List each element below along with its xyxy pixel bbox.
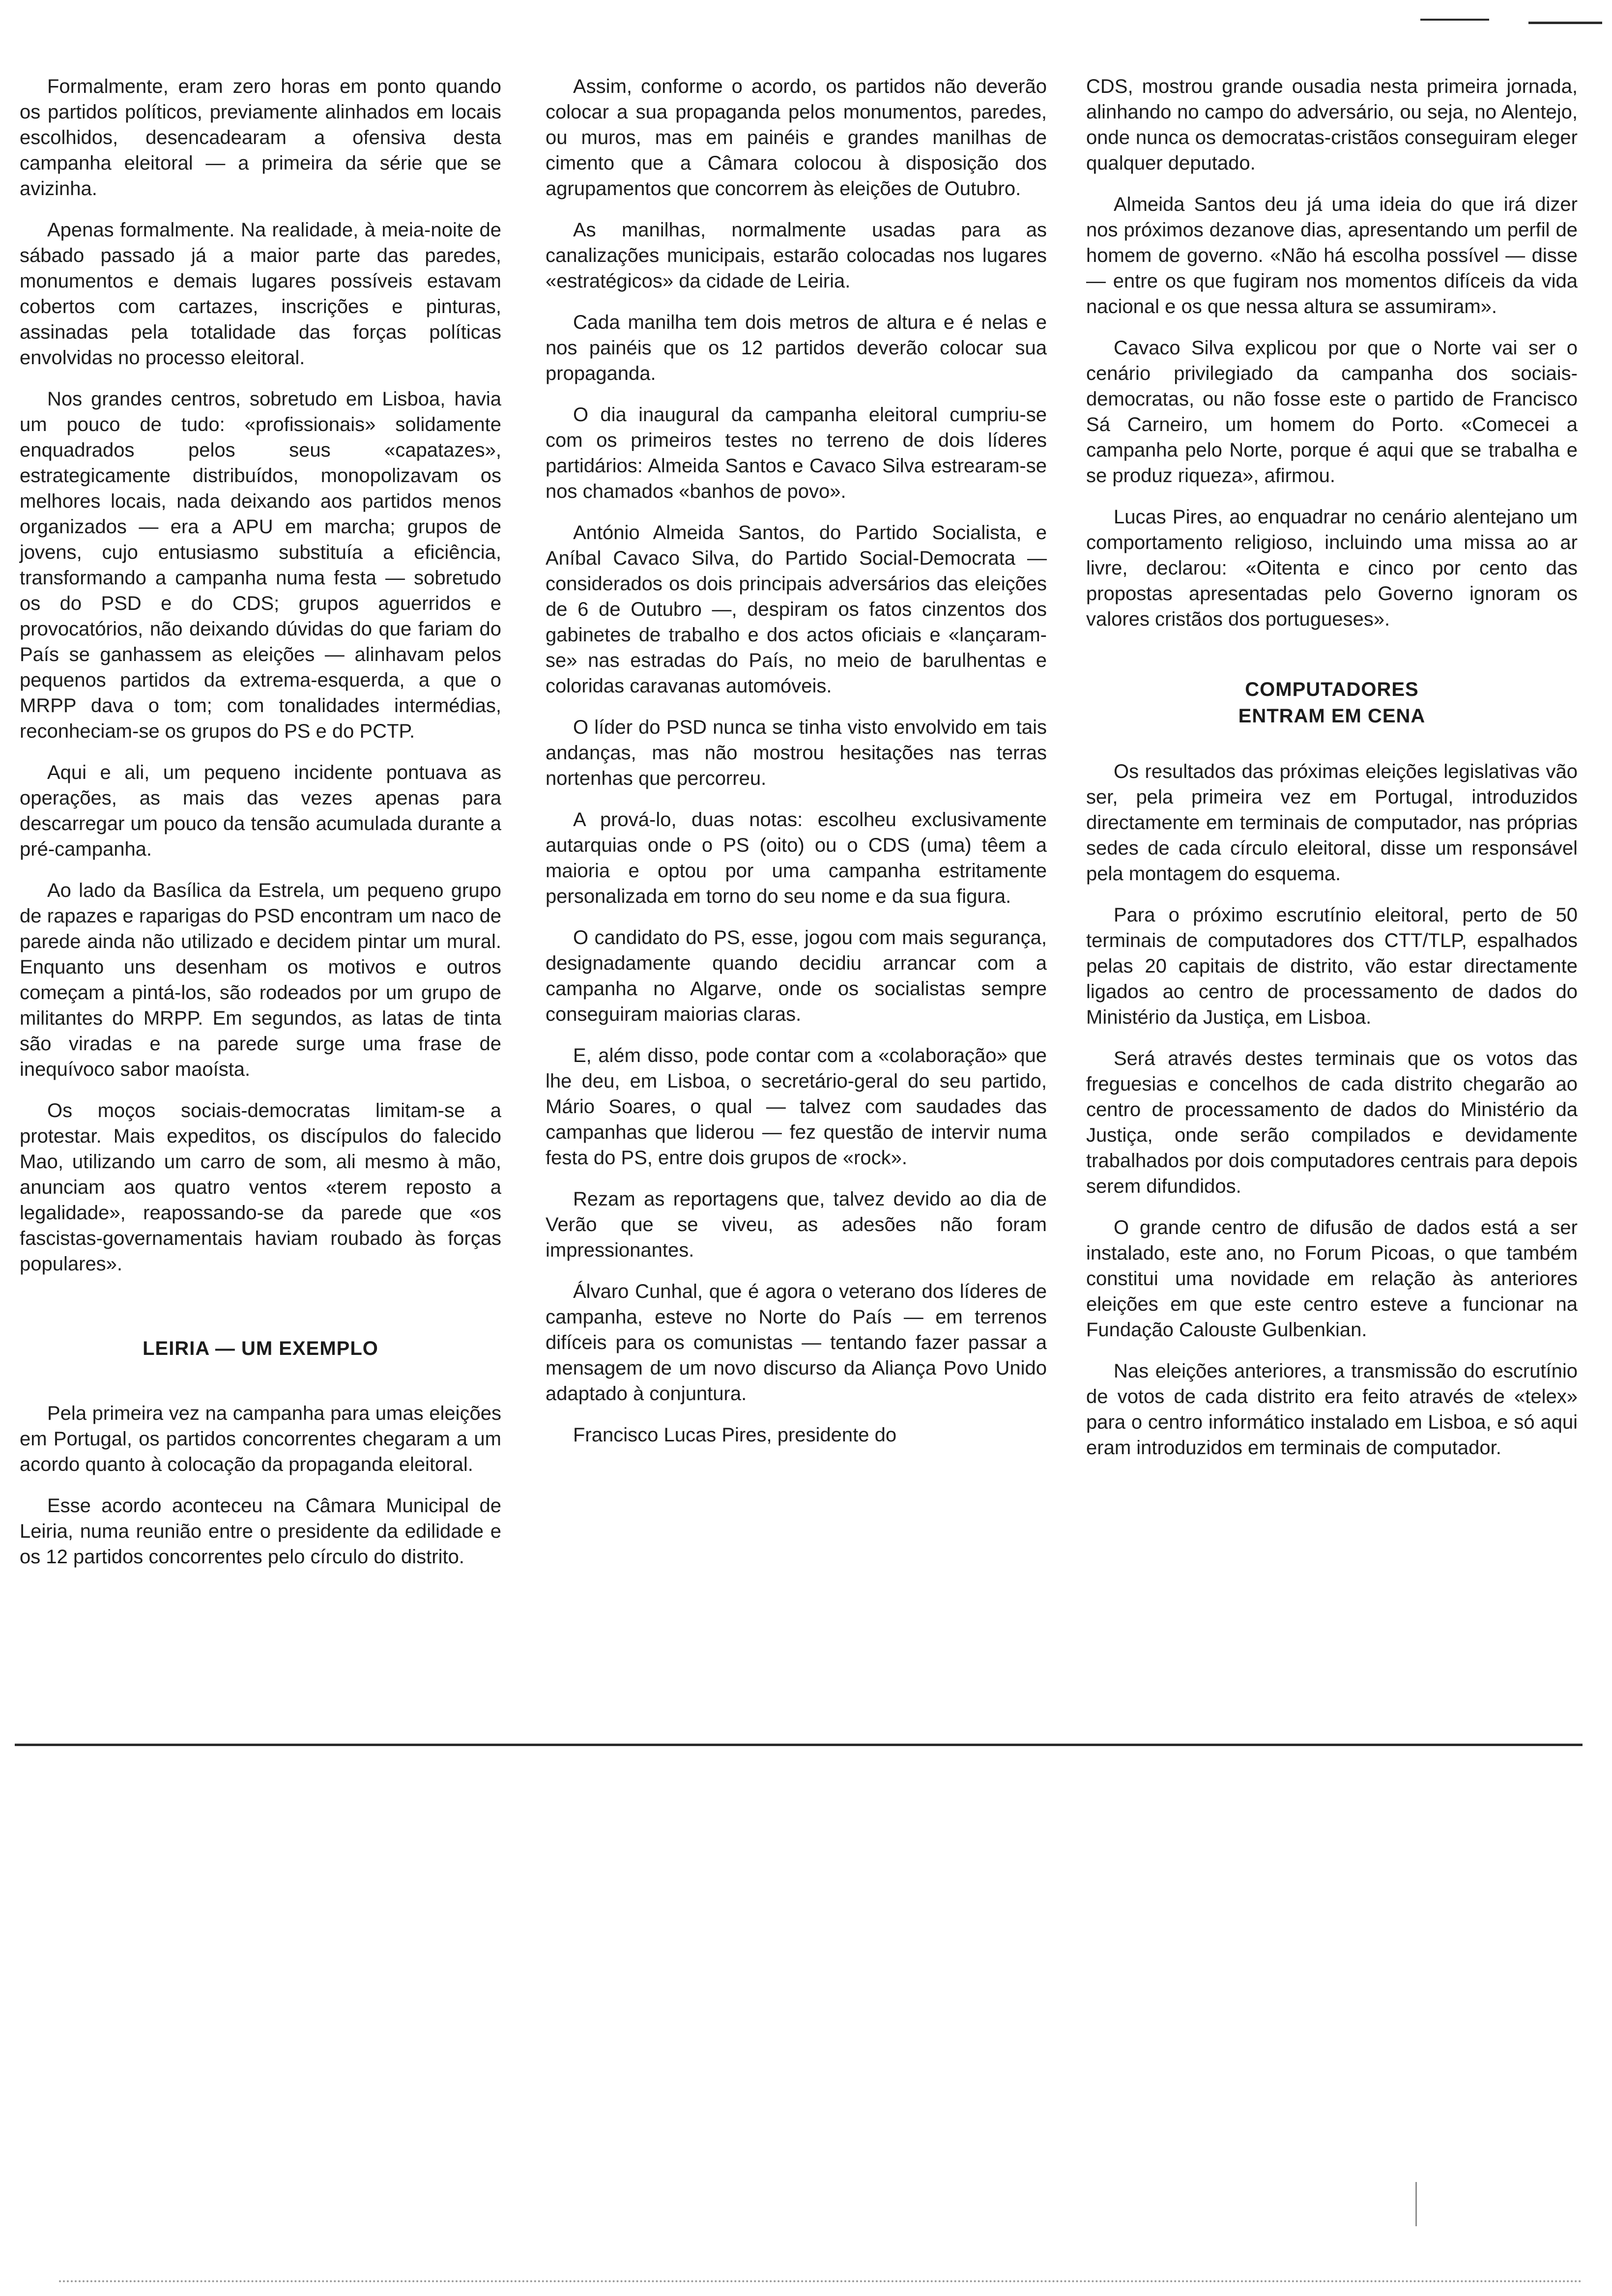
paragraph: As manilhas, normalmente usadas para as canalizações municipais, estarão colocadas nos lugares «estratégicos» da cidade de Leiria. xyxy=(546,219,1047,292)
paragraph: Almeida Santos deu já uma ideia do que irá dizer nos próximos dezanove dias, apresentando um perfil de homem de governo. «Não há escolha possível — disse — entre os que fugiram nos momentos difíceis da vida nacional e os que nessa altura se assumiram». xyxy=(1086,194,1578,317)
paragraph: A prová-lo, duas notas: escolheu exclusivamente autarquias onde o PS (oito) ou o CDS (uma) têem a maioria e optou por uma campanha estritamente personalizada em torno do seu nome e da sua figura. xyxy=(546,809,1047,907)
paragraph: Francisco Lucas Pires, presidente do xyxy=(573,1424,897,1446)
paragraph: Assim, conforme o acordo, os partidos não deverão colocar a sua propaganda pelos monumentos, paredes, ou muros, mas em painéis e grandes manilhas de cimento que a Câmara colocou à disposição dos agrupamentos que concorrem às eleições de Outubro. xyxy=(546,76,1047,200)
paragraph: Lucas Pires, ao enquadrar no cenário alentejano um comportamento religioso, incluindo uma missa ao ar livre, declarou: «Oitenta e cinco por cento das propostas apresentadas pelo Governo ignoram os valores cristãos dos portugueses». xyxy=(1086,506,1578,630)
paragraph: E, além disso, pode contar com a «colaboração» que lhe deu, em Lisboa, o secretário-geral do seu partido, Mário Soares, o qual — talvez com saudades das campanhas que liderou — fez questão de intervir numa festa do PS, entre dois grupos de «rock». xyxy=(546,1045,1047,1169)
paragraph: Esse acordo aconteceu na Câmara Municipal de Leiria, numa reunião entre o presidente da edilidade e os 12 partidos concorrentes pelo círculo do distrito. xyxy=(20,1495,501,1568)
paragraph: Formalmente, eram zero horas em ponto quando os partidos políticos, previamente alinhados em locais escolhidos, desencadearam a ofensiva desta campanha eleitoral — a primeira da série que se avizinha. xyxy=(20,76,501,200)
top-rule-left xyxy=(1420,19,1489,21)
paragraph: António Almeida Santos, do Partido Socialista, e Aníbal Cavaco Silva, do Partido Social-Democrata — considerados os dois principais adversários das eleições de 6 de Outubro —, despiram os fatos cinzentos dos gabinetes de trabalho e dos actos oficiais e «lançaram-se» nas estradas do País, no meio de barulhentas e coloridas caravanas automóveis. xyxy=(546,522,1047,697)
paragraph: Cada manilha tem dois metros de altura e é nelas e nos painéis que os 12 partidos deverão colocar sua propaganda. xyxy=(546,312,1047,384)
paragraph: O líder do PSD nunca se tinha visto envolvido em tais andanças, mas não mostrou hesitações nas terras nortenhas que percorreu. xyxy=(546,717,1047,789)
paragraph: Será através destes terminais que os votos das freguesias e concelhos de cada distrito chegarão ao centro de processamento de dados do Ministério da Justiça, onde serão compilados e devidamente trabalhados por dois computadores centrais para depois serem difundidos. xyxy=(1086,1048,1578,1197)
paragraph: Pela primeira vez na campanha para umas eleições em Portugal, os partidos concorrentes chegaram a um acordo quanto à colocação da propaganda eleitoral. xyxy=(20,1403,501,1475)
paragraph: Cavaco Silva explicou por que o Norte vai ser o cenário privilegiado da campanha dos sociais-democratas, ou não fosse este o partido de Francisco Sá Carneiro, um homem do Porto. «Comecei a campanha pelo Norte, porque é aqui que se trabalha e se produz riqueza», afirmou. xyxy=(1086,337,1578,487)
article-column-2 xyxy=(546,74,1047,1464)
paragraph: Aqui e ali, um pequeno incidente pontuava as operações, as mais das vezes apenas para descarregar um pouco da tensão acumulada durante a pré-campanha. xyxy=(20,762,501,860)
paragraph: Nos grandes centros, sobretudo em Lisboa, havia um pouco de tudo: «profissionais» solidamente enquadrados pelos seus «capatazes», estrategicamente distribuídos, monopolizavam os melhores locais, nada deixando aos partidos menos organizados — era a APU em marcha; grupos de jovens, cujo entusiasmo substituía a eficiência, transformando a campanha numa festa — sobretudo os do PSD e do CDS; grupos aguerridos e provocatórios, não deixando dúvidas do que fariam do País se ganhassem as eleições — alinhavam pelos pequenos partidos da extrema-esquerda, a que o MRPP dava o tom; com tonalidades intermédias, reconheciam-se os grupos do PS e do PCTP. xyxy=(20,388,501,742)
paragraph: Nas eleições anteriores, a transmissão do escrutínio de votos de cada distrito era feito através de «telex» para o centro informático instalado em Lisboa, e só aqui eram introduzidos em terminais de computador. xyxy=(1086,1360,1578,1459)
section-heading-computadores xyxy=(1086,676,1578,729)
section-heading-line-1: COMPUTADORES xyxy=(1245,679,1419,700)
paragraph: O candidato do PS, esse, jogou com mais segurança, designadamente quando decidiu arrancar com a campanha no Algarve, onde os socialistas sempre conseguiram maiorias claras. xyxy=(546,927,1047,1025)
paragraph: Os moços sociais-democratas limitam-se a protestar. Mais expeditos, os discípulos do falecido Mao, utilizando um carro de som, ali mesmo à mão, anunciam aos quatro ventos «terem reposto a legalidade», reapossando-se da parede que «os fascistas-governamentais haviam roubado às forças populares». xyxy=(20,1100,501,1275)
paragraph: O grande centro de difusão de dados está a ser instalado, este ano, no Forum Picoas, o que também constitui uma novidade em relação às anteriores eleições em que este centro esteve a funcionar na Fundação Calouste Gulbenkian. xyxy=(1086,1217,1578,1341)
paragraph: Álvaro Cunhal, que é agora o veterano dos líderes de campanha, esteve no Norte do País — em terrenos difíceis para os comunistas — tentando fazer passar a mensagem de um novo discurso da Aliança Povo Unido adaptado à conjuntura. xyxy=(546,1281,1047,1405)
article-column-1 xyxy=(20,74,501,1585)
paragraph: Rezam as reportagens que, talvez devido ao dia de Verão que se viveu, as adesões não foram impressionantes. xyxy=(546,1188,1047,1261)
scan-bottom-noise xyxy=(59,2275,1583,2282)
paragraph: CDS, mostrou grande ousadia nesta primeira jornada, alinhando no campo do adversário, ou seja, no Alentejo, onde nunca os democratas-cristãos conseguiram eleger qualquer deputado. xyxy=(1086,76,1578,174)
section-heading-line-2: ENTRAM EM CENA xyxy=(1238,705,1426,727)
section-heading-leiria: LEIRIA — UM EXEMPLO xyxy=(143,1338,378,1359)
scan-edge-mark xyxy=(1415,2182,1417,2226)
paragraph: Para o próximo escrutínio eleitoral, perto de 50 terminais de computadores dos CTT/TLP, espalhados pelas 20 capitais de distrito, vão estar directamente ligados ao centro de processamento de dados do Ministério da Justiça, em Lisboa. xyxy=(1086,904,1578,1028)
paragraph: Apenas formalmente. Na realidade, à meia-noite de sábado passado já a maior parte das paredes, monumentos e demais lugares possíveis estavam cobertos com cartazes, inscrições e pinturas, assinadas pela totalidade das forças políticas envolvidas no processo eleitoral. xyxy=(20,219,501,369)
paragraph: Ao lado da Basílica da Estrela, um pequeno grupo de rapazes e raparigas do PSD encontram um naco de parede ainda não utilizado e decidem pintar um mural. Enquanto uns desenham os motivos e outros começam a pintá-los, são rodeados por um grupo de militantes do MRPP. Em segundos, as latas de tinta são viradas e na parede surge uma frase de inequívoco sabor maoísta. xyxy=(20,880,501,1080)
paragraph: O dia inaugural da campanha eleitoral cumpriu-se com os primeiros testes no terreno de dois líderes partidários: Almeida Santos e Cavaco Silva estrearam-se nos chamados «banhos de povo». xyxy=(546,404,1047,502)
paragraph: Os resultados das próximas eleições legislativas vão ser, pela primeira vez em Portugal, introduzidos directamente em terminais de computador, nas próprias sedes de cada círculo eleitoral, disse um responsável pela montagem do esquema. xyxy=(1086,761,1578,885)
bottom-rule xyxy=(15,1744,1583,1746)
top-rule-right xyxy=(1528,22,1602,24)
article-column-3 xyxy=(1086,74,1578,1476)
